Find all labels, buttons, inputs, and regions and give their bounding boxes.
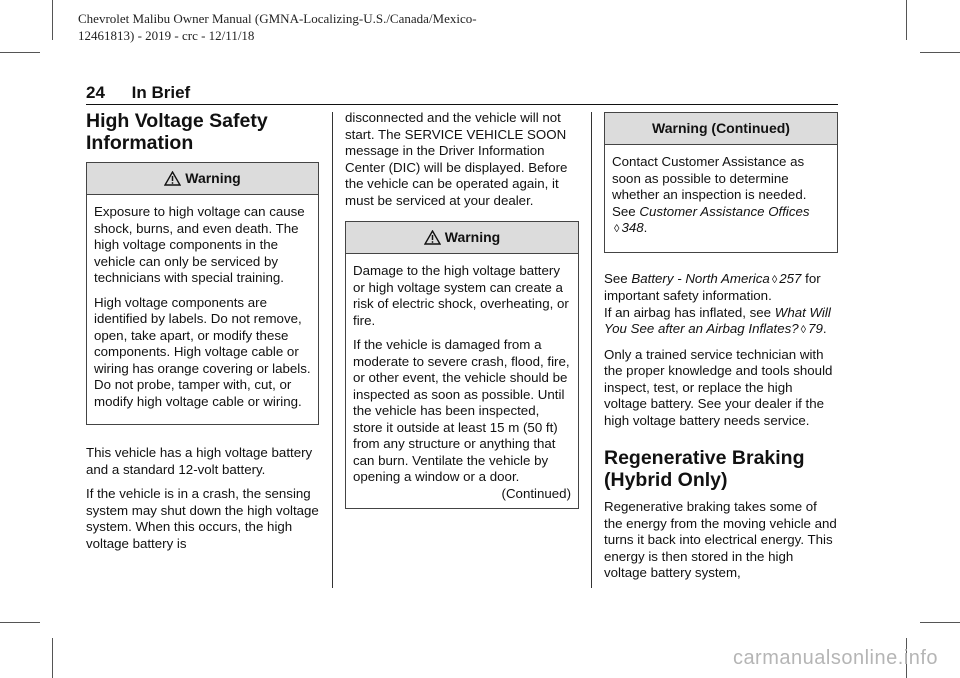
warning-title-bar [605, 113, 837, 145]
warning-triangle-icon [164, 171, 181, 186]
section-heading: High Voltage Safety Information [86, 110, 268, 154]
warning-body: Contact Customer Assistance as soon as possible to determine whether an inspection is needed. See Customer Assistance Offices ◊ 348. [612, 154, 810, 235]
warning-title: Warning (Continued) [652, 120, 790, 136]
cross-reference-link[interactable]: Battery - North America [631, 270, 770, 286]
warning-title-bar [346, 222, 578, 254]
section-heading: Regenerative Braking (Hybrid Only) [604, 447, 805, 491]
section-title: In Brief [131, 83, 191, 102]
body-paragraph: disconnected and the vehicle will not start. The SERVICE VEHICLE SOON message in the Driver Information Center (DIC) will be displayed. Before the vehicle can be operated again, it must be serviced at your dealer. [345, 110, 568, 208]
warning-body [346, 254, 578, 508]
crop-mark [920, 622, 960, 623]
warning-box [86, 162, 319, 425]
cross-reference-link[interactable]: Customer Assistance Offices [639, 203, 810, 219]
warning-paragraph: Damage to the high voltage battery or high voltage system can create a risk of electric shock, overheating, or fire. [353, 263, 569, 328]
meta-line-2: 12461813) - 2019 - crc - 12/11/18 [78, 28, 255, 43]
crop-mark [52, 0, 53, 40]
page-reference[interactable]: 79 [808, 321, 823, 336]
body-paragraph: Regenerative braking takes some of the energy from the moving vehicle and turns it back into electrical energy. This energy is then stored in the high voltage battery system, [604, 499, 837, 580]
warning-text: Contact Customer Assistance as soon as possible to determine whether an inspection is needed. See [612, 154, 807, 219]
warning-title: Warning [444, 229, 501, 245]
body-paragraph: Only a trained service technician with the proper knowledge and tools should inspect, test, or replace the high voltage battery. See your dealer if the high voltage battery needs service. [604, 346, 833, 428]
crop-mark [906, 0, 907, 40]
warning-title-bar [87, 163, 318, 195]
column-3: Warning (Continued) Contact Customer Assistance as soon as possible to determine whether an inspection is needed. See Customer Assistance Offices ◊ 348. See Battery - North America ◊ 257 for important safety information. If an airbag has inflated, see What Will You See after an Airbag Inflates? ◊ 79. Only a trained service technician with the proper knowledge and tools should inspect, test, or replace the high voltage battery. See your dealer if the high voltage battery needs service. Regenerative Braking (Hybrid Only) Regenerative braking takes some of the energy from the moving vehicle and turns it back into electrical energy. This energy is then stored in the high voltage battery system, [604, 112, 838, 590]
page-reference-arrow-icon: ◊ [614, 223, 620, 235]
column-divider [591, 112, 592, 588]
warning-box-continued [604, 112, 838, 253]
meta-line-1: Chevrolet Malibu Owner Manual (GMNA-Localizing-U.S./Canada/Mexico- [78, 11, 477, 26]
warning-title: Warning [185, 170, 241, 186]
warning-paragraph: High voltage components are identified by labels. Do not remove, open, take apart, or modify these components. High voltage cable or wiring has orange covering or labels. Do not probe, tamper with, cut, or modify high voltage cable or wiring. [94, 294, 311, 409]
warning-body [87, 195, 318, 424]
column-divider [332, 112, 333, 588]
crop-mark [52, 638, 53, 678]
warning-paragraph: If the vehicle is damaged from a moderate to severe crash, flood, fire, or other event, the vehicle should be inspected as soon as possible. Until the vehicle has been inspected, store it outside at least 15 m (50 ft) from any structure or anything that can burn. Ventilate the vehicle by opening a window or a door. [353, 337, 570, 484]
page-number: 24 [86, 83, 105, 102]
watermark: carmanualsonline.info [732, 647, 938, 669]
column-2 [345, 110, 579, 521]
cross-reference-link[interactable]: What Will You See after an Airbag Inflates? [604, 304, 831, 336]
warning-paragraph: Exposure to high voltage can cause shock, burns, and even death. The high voltage components in the vehicle can only be serviced by technicians with special training. [94, 204, 305, 285]
page-reference[interactable]: 348 [621, 220, 644, 235]
page-reference[interactable]: 257 [779, 270, 802, 286]
crop-mark [0, 52, 40, 53]
header-rule [86, 104, 838, 105]
page-reference-arrow-icon: ◊ [771, 273, 778, 286]
body-paragraph: If the vehicle is in a crash, the sensing system may shut down the high voltage system. When this occurs, the high voltage battery is [86, 486, 319, 551]
body-paragraph: This vehicle has a high voltage battery and a standard 12-volt battery. [86, 445, 313, 477]
crop-mark [0, 622, 40, 623]
continued-label: (Continued) [501, 485, 571, 501]
page-header [86, 82, 838, 104]
page-reference-arrow-icon: ◊ [800, 324, 807, 336]
warning-box [345, 221, 579, 509]
warning-triangle-icon [424, 230, 441, 245]
column-1 [86, 110, 319, 560]
document-meta [78, 10, 477, 44]
crop-mark [920, 52, 960, 53]
